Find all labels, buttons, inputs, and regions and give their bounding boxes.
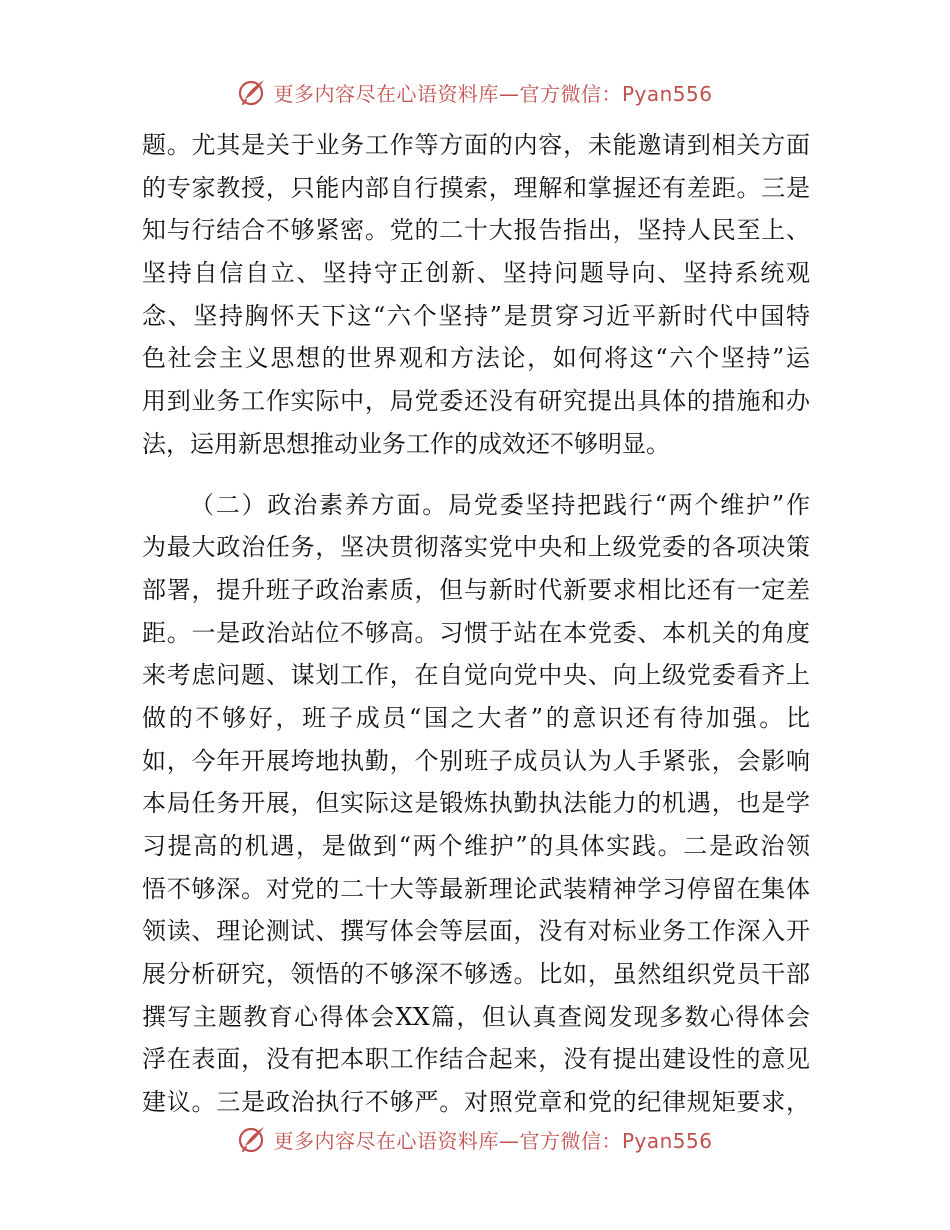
text-line: 知与行结合不够紧密。党的二十大报告指出，坚持人民至上、 <box>142 216 810 245</box>
quill-logo-icon <box>237 77 267 107</box>
text-line: 念、坚持胸怀天下这“六个坚持”是贯穿习近平新时代中国特 <box>142 301 810 330</box>
footer-banner <box>0 1119 950 1159</box>
document-body <box>142 124 810 1124</box>
text-line: 坚持自信自立、坚持守正创新、坚持问题导向、坚持系统观 <box>142 259 810 288</box>
text-line: 距。一是政治站位不够高。习惯于站在本党委、本机关的角度 <box>142 618 810 647</box>
text-line: 用到业务工作实际中，局党委还没有研究提出具体的措施和办 <box>142 387 810 416</box>
text-line: （二）政治素养方面。局党委坚持把践行“两个维护”作 <box>190 490 810 519</box>
text-line: 法，运用新思想推动业务工作的成效还不够明显。 <box>142 429 670 458</box>
paragraph-1 <box>142 124 810 466</box>
footer-banner-text: 更多内容尽在心语资料库—官方微信：Pyan556 <box>273 1128 713 1153</box>
header-banner <box>0 72 950 112</box>
text-line: 的专家教授，只能内部自行摸索，理解和掌握还有差距。三是 <box>142 173 810 202</box>
text-line: 本局任务开展，但实际这是锻炼执勤执法能力的机遇，也是学 <box>142 789 810 818</box>
text-line: 悟不够深。对党的二十大等最新理论武装精神学习停留在集体 <box>142 874 810 903</box>
text-line: 浮在表面，没有把本职工作结合起来，没有提出建设性的意见 <box>142 1045 810 1074</box>
text-line: 习提高的机遇，是做到“两个维护”的具体实践。二是政治领 <box>142 832 810 860</box>
text-line: 为最大政治任务，坚决贯彻落实党中央和上级党委的各项决策 <box>142 533 810 562</box>
header-banner-text: 更多内容尽在心语资料库—官方微信：Pyan556 <box>273 81 713 106</box>
text-line: 色社会主义思想的世界观和方法论，如何将这“六个坚持”运 <box>142 344 810 373</box>
text-line: 部署，提升班子政治素质，但与新时代新要求相比还有一定差 <box>142 575 810 604</box>
text-line: 领读、理论测试、撰写体会等层面，没有对标业务工作深入开 <box>142 917 810 946</box>
text-line: 做的不够好，班子成员“国之大者”的意识还有待加强。比 <box>142 703 810 732</box>
text-line: 建议。三是政治执行不够严。对照党章和党的纪律规矩要求， <box>142 1088 810 1117</box>
quill-logo-icon <box>237 1124 267 1154</box>
text-line: 展分析研究，领悟的不够深不够透。比如，虽然组织党员干部 <box>142 960 810 989</box>
paragraph-gap <box>142 466 810 484</box>
text-line: 来考虑问题、谋划工作，在自觉向党中央、向上级党委看齐上 <box>142 661 810 690</box>
text-line: 如，今年开展垮地执勤，个别班子成员认为人手紧张，会影响 <box>142 746 810 775</box>
text-line: 题。尤其是关于业务工作等方面的内容，未能邀请到相关方面 <box>142 131 810 159</box>
paragraph-2 <box>142 484 810 1124</box>
text-line: 撰写主题教育心得体会XX篇，但认真查阅发现多数心得体会 <box>142 1002 810 1031</box>
